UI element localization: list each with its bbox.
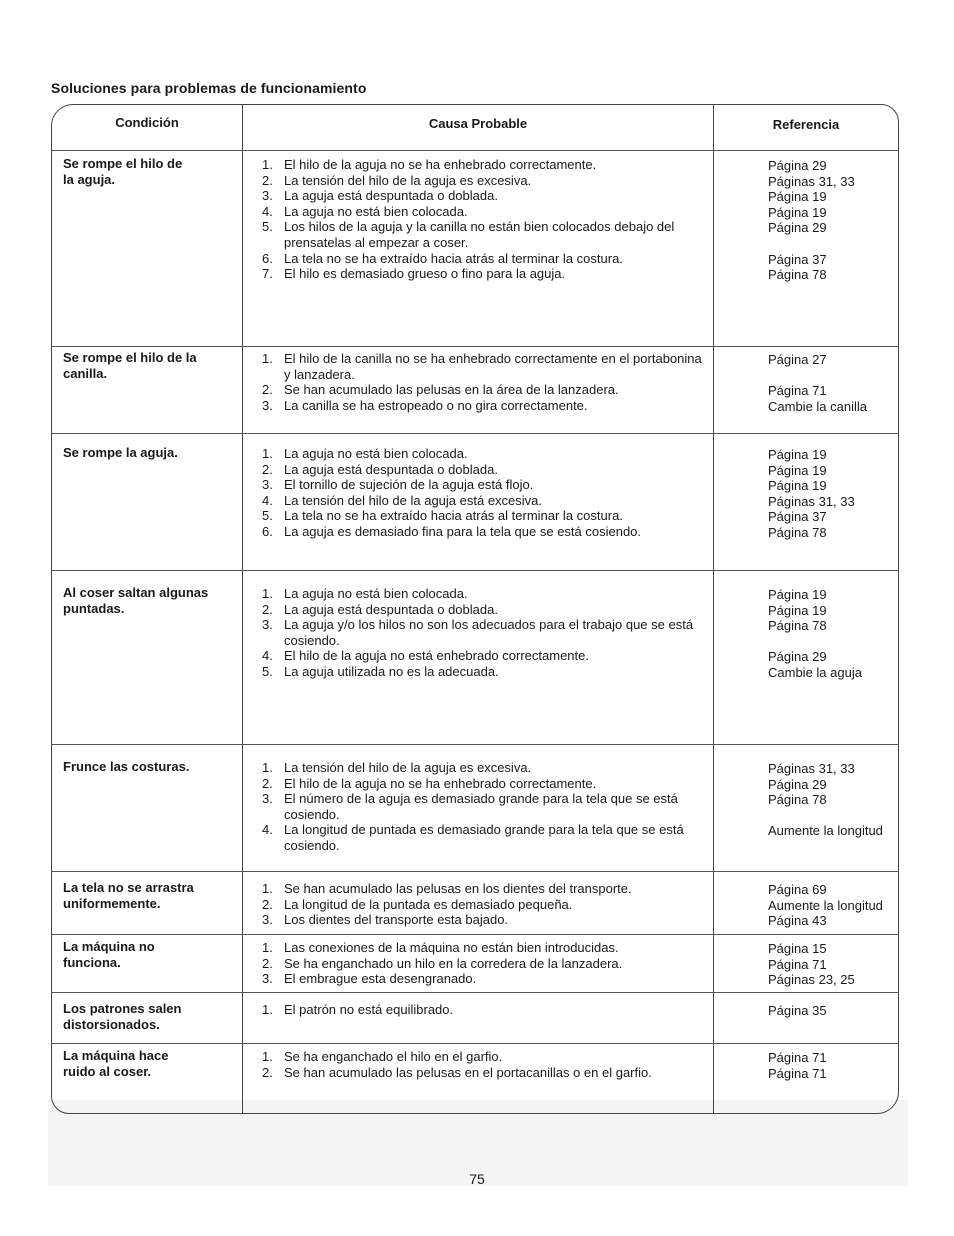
cause-number: 2. [262, 955, 273, 971]
cause-text: El embrague esta desengranado. [284, 971, 477, 987]
row-references [768, 1003, 898, 1019]
column-divider-cause [713, 104, 714, 1114]
cause-text: La aguja no está bien colocada. [284, 203, 468, 219]
row-divider [51, 992, 899, 993]
header-cause: Causa Probable [428, 116, 528, 131]
cause-text: Se ha enganchado un hilo en la corredera de la lanzadera. [284, 955, 623, 971]
cause-text: La aguja utilizada no es la adecuada. [284, 663, 499, 679]
cause-number: 4. [262, 822, 273, 838]
cause-item [262, 822, 710, 853]
reference-item: Cambie la canilla [768, 398, 867, 414]
cause-number: 3. [262, 617, 273, 633]
cause-item [262, 266, 710, 282]
cause-number: 1. [262, 351, 273, 366]
cause-item [262, 956, 710, 972]
reference-item: Página 78 [768, 618, 827, 634]
cause-item [262, 477, 710, 493]
header-reference: Referencia [772, 117, 840, 132]
row-divider [51, 570, 899, 571]
cause-item [262, 881, 710, 897]
cause-text: La aguja y/o los hilos no son los adecuados para el trabajo que se está cosiendo. [284, 617, 694, 648]
reference-item: Página 19 [768, 587, 827, 602]
cause-number: 4. [262, 492, 273, 508]
condition-line: puntadas. [63, 601, 125, 616]
row-references [768, 761, 898, 839]
row-divider [51, 871, 899, 872]
cause-item [262, 971, 710, 987]
cause-number: 2. [262, 775, 273, 791]
reference-item [768, 808, 898, 824]
row-causes [262, 940, 710, 987]
cause-text: Los hilos de la aguja y la canilla no están bien colocados debajo del prensatelas al empezar a coser. [284, 219, 675, 250]
cause-text: Las conexiones de la máquina no están bien introducidas. [284, 940, 619, 955]
condition-line: ruido al coser. [63, 1064, 152, 1079]
cause-text: El hilo de la aguja no se ha enhebrado correctamente. [284, 775, 597, 791]
cause-number: 5. [262, 508, 273, 524]
cause-number: 2. [262, 461, 273, 477]
condition-line: Se rompe la aguja. [63, 445, 178, 460]
row-divider [51, 346, 899, 347]
cause-number: 2. [262, 172, 273, 188]
reference-item: Páginas 31, 33 [768, 173, 855, 189]
cause-number: 1. [262, 586, 273, 601]
cause-text: Se han acumulado las pelusas en el portacanillas o en el garfio. [284, 1064, 652, 1080]
condition-line: La tela no se arrastra [63, 880, 194, 895]
reference-item: Página 29 [768, 776, 827, 792]
cause-text: El hilo de la aguja no se ha enhebrado correctamente. [284, 157, 597, 172]
cause-item [262, 1002, 710, 1018]
cause-item [262, 219, 710, 250]
cause-number: 1. [262, 1002, 273, 1017]
row-condition [63, 939, 233, 971]
cause-number: 6. [262, 523, 273, 539]
header-divider [51, 150, 899, 151]
reference-item [768, 634, 898, 650]
condition-line: Los patrones salen [63, 1001, 182, 1016]
condition-line: Frunce las costuras. [63, 759, 190, 774]
cause-number: 2. [262, 1064, 273, 1080]
cause-number: 6. [262, 250, 273, 266]
condition-line: Se rompe el hilo de [63, 156, 183, 171]
row-causes [262, 881, 710, 928]
cause-number: 5. [262, 219, 273, 235]
cause-item [262, 524, 710, 540]
reference-item: Página 78 [768, 792, 827, 808]
row-divider [51, 1043, 899, 1044]
cause-text: Se ha enganchado el hilo en el garfio. [284, 1049, 503, 1064]
cause-item [262, 351, 710, 382]
cause-item [262, 760, 710, 776]
row-divider [51, 934, 899, 935]
reference-item [768, 368, 898, 384]
reference-item: Página 19 [768, 189, 827, 205]
reference-item: Página 19 [768, 478, 827, 494]
cause-text: El tornillo de sujeción de la aguja está flojo. [284, 477, 534, 493]
cause-item [262, 617, 710, 648]
cause-text: Se han acumulado las pelusas en la área de la lanzadera. [284, 382, 619, 398]
cause-item [262, 940, 710, 956]
cause-text: El hilo de la canilla no se ha enhebrado correctamente en el portabonina y lanzadera. [284, 351, 702, 382]
cause-text: Los dientes del transporte esta bajado. [284, 912, 509, 928]
row-references [768, 158, 898, 283]
cause-text: La tela no se ha extraído hacia atrás al terminar la costura. [284, 508, 623, 524]
cause-text: La canilla se ha estropeado o no gira correctamente. [284, 397, 588, 413]
reference-item: Página 71 [768, 383, 827, 399]
cause-number: 1. [262, 1049, 273, 1064]
reference-item: Páginas 31, 33 [768, 761, 855, 776]
condition-line: la aguja. [63, 172, 116, 187]
condition-line: distorsionados. [63, 1017, 160, 1032]
reference-item: Página 29 [768, 649, 827, 665]
row-condition [63, 350, 233, 382]
cause-number: 2. [262, 382, 273, 398]
cause-text: Se han acumulado las pelusas en los dientes del transporte. [284, 881, 632, 896]
cause-number: 1. [262, 940, 273, 955]
cause-item [262, 776, 710, 792]
cause-number: 5. [262, 663, 273, 679]
reference-item: Página 19 [768, 447, 827, 462]
cause-number: 3. [262, 188, 273, 204]
row-causes [262, 157, 710, 282]
cause-number: 3. [262, 971, 273, 987]
reference-item: Página 19 [768, 204, 827, 220]
reference-item: Página 71 [768, 1050, 827, 1065]
reference-item: Página 19 [768, 602, 827, 618]
condition-line: La máquina no [63, 939, 155, 954]
reference-item: Página 71 [768, 1065, 827, 1081]
reference-item: Página 29 [768, 220, 827, 236]
cause-text: La longitud de puntada es demasiado grande para la tela que se está cosiendo. [284, 822, 684, 853]
reference-item: Aumente la longitud [768, 823, 883, 839]
cause-text: La aguja no está bien colocada. [284, 586, 468, 601]
row-condition [63, 880, 233, 912]
row-references [768, 447, 898, 541]
reference-item: Página 69 [768, 882, 827, 897]
cause-text: El hilo es demasiado grueso o fino para la aguja. [284, 266, 566, 282]
cause-text: La aguja está despuntada o doblada. [284, 461, 498, 477]
cause-number: 2. [262, 896, 273, 912]
row-condition [63, 759, 233, 775]
row-references [768, 352, 898, 414]
cause-number: 4. [262, 648, 273, 664]
cause-item [262, 188, 710, 204]
cause-item [262, 1049, 710, 1065]
cause-number: 3. [262, 791, 273, 807]
cause-item [262, 897, 710, 913]
cause-text: El hilo de la aguja no está enhebrado correctamente. [284, 648, 589, 664]
row-condition [63, 1048, 233, 1080]
cause-item [262, 648, 710, 664]
condition-line: La máquina hace [63, 1048, 169, 1063]
condition-line: Al coser saltan algunas [63, 585, 209, 600]
row-references [768, 882, 898, 929]
header-condition: Condición [115, 115, 179, 130]
row-condition [63, 585, 233, 617]
page-number: 75 [469, 1171, 485, 1187]
cause-item [262, 586, 710, 602]
reference-item: Cambie la aguja [768, 664, 862, 680]
cause-text: El número de la aguja es demasiado grande para la tela que se está cosiendo. [284, 791, 678, 822]
cause-item [262, 493, 710, 509]
cause-number: 1. [262, 881, 273, 896]
reference-item [768, 236, 898, 252]
row-causes [262, 351, 710, 413]
row-references [768, 1050, 898, 1081]
cause-item [262, 912, 710, 928]
cause-text: La aguja está despuntada o doblada. [284, 601, 498, 617]
cause-text: La longitud de la puntada es demasiado pequeña. [284, 896, 573, 912]
row-divider [51, 433, 899, 434]
page-title: Soluciones para problemas de funcionamiento [51, 80, 367, 96]
cause-text: La tensión del hilo de la aguja es excesiva. [284, 172, 532, 188]
reference-item: Página 43 [768, 913, 827, 929]
row-causes [262, 760, 710, 854]
cause-text: La tensión del hilo de la aguja es excesiva. [284, 760, 532, 775]
reference-item: Páginas 31, 33 [768, 493, 855, 509]
cause-number: 3. [262, 912, 273, 928]
row-causes [262, 586, 710, 680]
reference-item: Página 37 [768, 509, 827, 525]
column-divider-condition [242, 104, 243, 1114]
row-references [768, 941, 898, 988]
cause-item [262, 1065, 710, 1081]
row-causes [262, 446, 710, 540]
cause-number: 3. [262, 397, 273, 413]
reference-item: Página 35 [768, 1003, 827, 1018]
cause-item [262, 664, 710, 680]
cause-item [262, 398, 710, 414]
cause-text: La aguja es demasiado fina para la tela que se está cosiendo. [284, 523, 642, 539]
cause-number: 1. [262, 446, 273, 461]
cause-item [262, 446, 710, 462]
condition-line: canilla. [63, 366, 108, 381]
cause-item [262, 382, 710, 398]
cause-item [262, 173, 710, 189]
cause-number: 7. [262, 266, 273, 282]
reference-item: Página 27 [768, 352, 827, 367]
condition-line: Se rompe el hilo de la [63, 350, 197, 365]
cause-number: 1. [262, 760, 273, 775]
reference-item: Página 78 [768, 524, 827, 540]
cause-text: La aguja no está bien colocada. [284, 446, 468, 461]
cause-item [262, 508, 710, 524]
condition-line: uniformemente. [63, 896, 161, 911]
reference-item: Página 15 [768, 941, 827, 956]
cause-number: 2. [262, 601, 273, 617]
cause-text: El patrón no está equilibrado. [284, 1002, 454, 1017]
reference-item: Página 29 [768, 158, 827, 173]
cause-item [262, 791, 710, 822]
row-causes [262, 1002, 710, 1018]
cause-item [262, 157, 710, 173]
cause-item [262, 462, 710, 478]
row-condition [63, 1001, 233, 1033]
row-condition [63, 445, 233, 461]
cause-item [262, 204, 710, 220]
cause-text: La tela no se ha extraído hacia atrás al terminar la costura. [284, 250, 623, 266]
cause-number: 3. [262, 477, 273, 493]
row-condition [63, 156, 233, 188]
row-references [768, 587, 898, 681]
cause-number: 1. [262, 157, 273, 172]
cause-text: La aguja está despuntada o doblada. [284, 188, 498, 204]
reference-item: Página 78 [768, 267, 827, 283]
cause-item [262, 251, 710, 267]
reference-item: Aumente la longitud [768, 897, 883, 913]
cause-number: 4. [262, 203, 273, 219]
cause-text: La tensión del hilo de la aguja está excesiva. [284, 492, 543, 508]
row-causes [262, 1049, 710, 1080]
reference-item: Páginas 23, 25 [768, 972, 855, 988]
cause-item [262, 602, 710, 618]
reference-item: Página 71 [768, 956, 827, 972]
row-divider [51, 744, 899, 745]
reference-item: Página 37 [768, 251, 827, 267]
reference-item: Página 19 [768, 462, 827, 478]
condition-line: funciona. [63, 955, 121, 970]
